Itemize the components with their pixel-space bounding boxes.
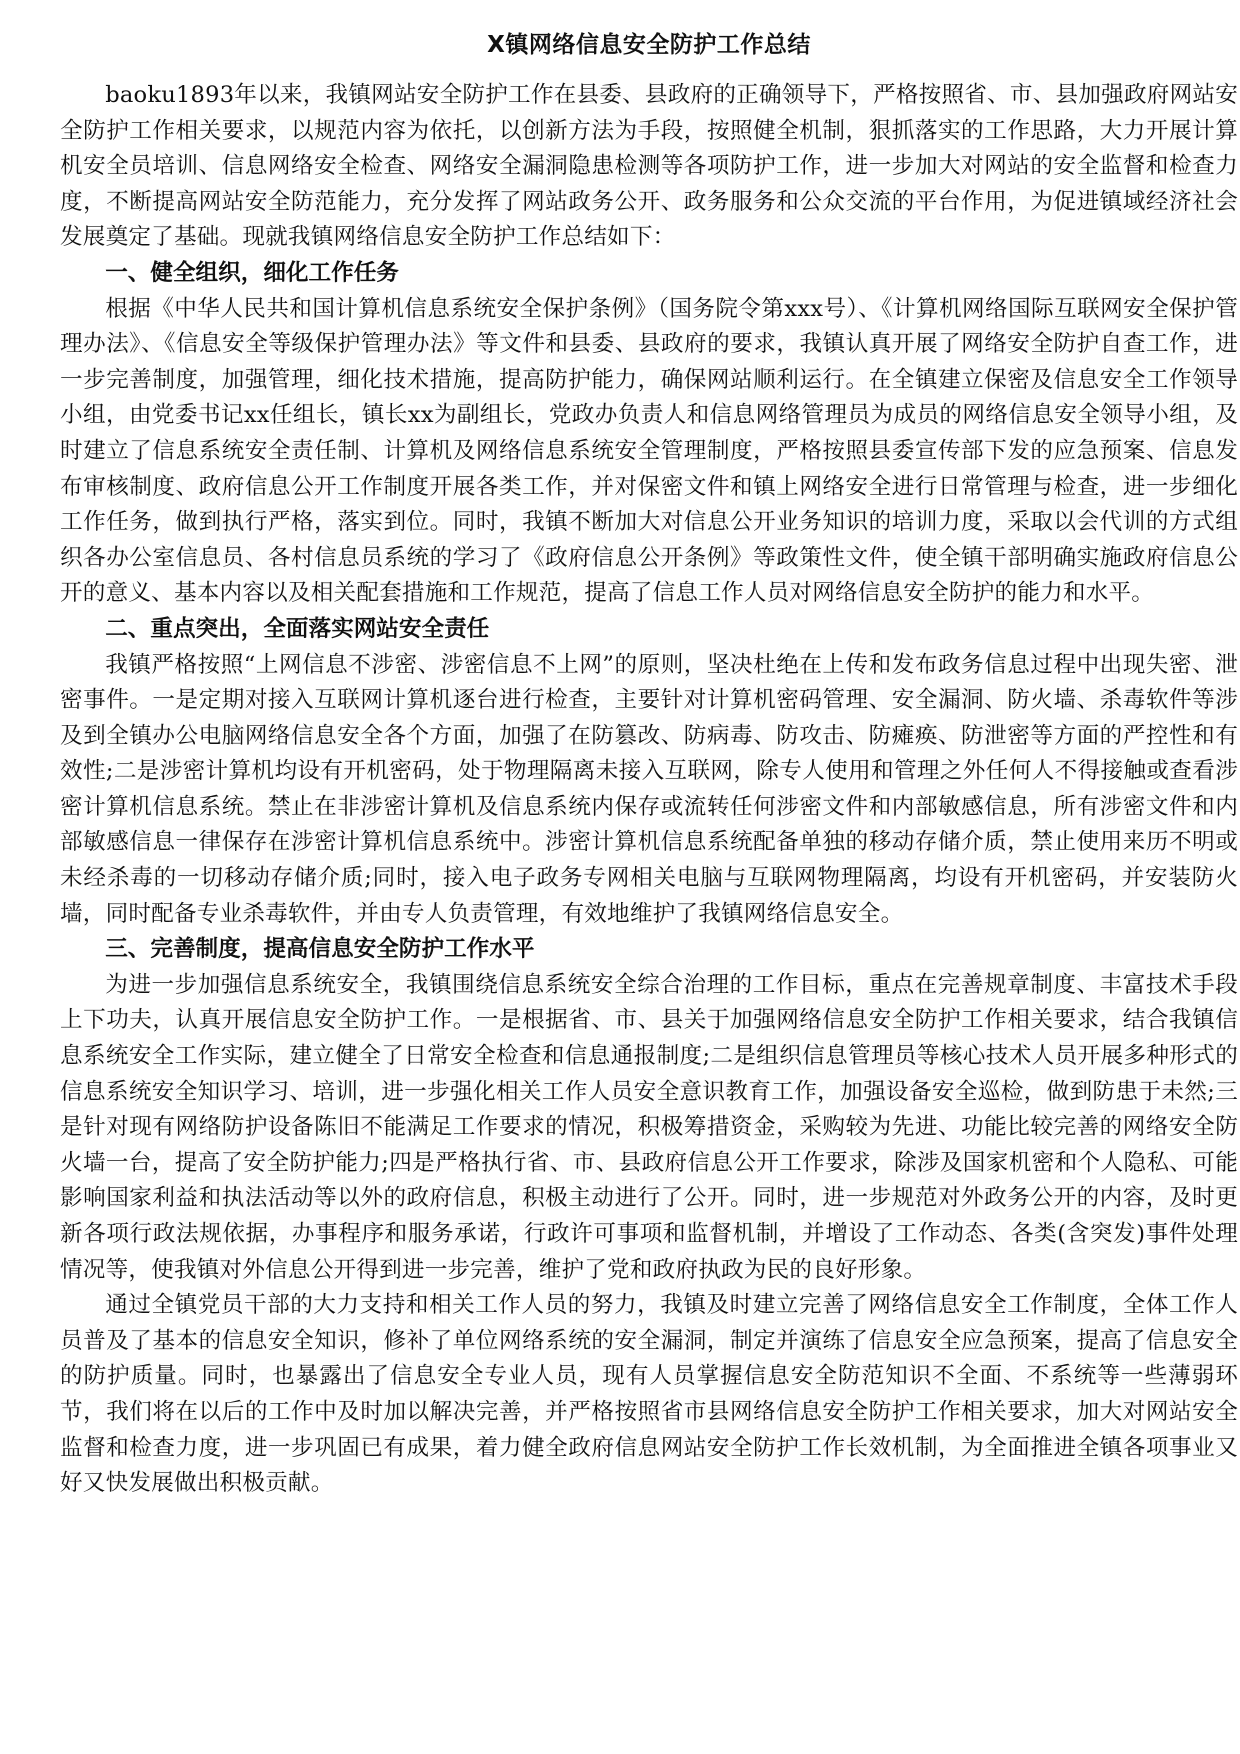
document-page [60,28,1238,1502]
section-1-body: 根据《中华人民共和国计算机信息系统安全保护条例》（国务院令第xxx号）、《计算机网络国际互联网安全保护管理办法》、《信息安全等级保护管理办法》等文件和县委、县政府的要求，我镇认真开展了网络安全防护自查工作，进一步完善制度，加强管理，细化技术措施，提高防护能力，确保网站顺利运行。在全镇建立保密及信息安全工作领导小组，由党委书记xx任组长，镇长xx为副组长，党政办负责人和信息网络管理员为成员的网络信息安全领导小组，及时建立了信息系统安全责任制、计算机及网络信息系统安全管理制度，严格按照县委宣传部下发的应急预案、信息发布审核制度、政府信息公开工作制度开展各类工作，并对保密文件和镇上网络安全进行日常管理与检查，进一步细化工作任务，做到执行严格，落实到位。同时，我镇不断加大对信息公开业务知识的培训力度，采取以会代训的方式组织各办公室信息员、各村信息员系统的学习了《政府信息公开条例》等政策性文件，使全镇干部明确实施政府信息公开的意义、基本内容以及相关配套措施和工作规范，提高了信息工作人员对网络信息安全防护的能力和水平。 [60,295,1238,607]
section-1-heading: 一、健全组织，细化工作任务 [105,259,399,286]
section-3-heading: 三、完善制度，提高信息安全防护工作水平 [105,936,535,963]
section-2-body: 我镇严格按照“上网信息不涉密、涉密信息不上网”的原则，坚决杜绝在上传和发布政务信息过程中出现失密、泄密事件。一是定期对接入互联网计算机逐台进行检查，主要针对计算机密码管理、安全漏洞、防火墙、杀毒软件等涉及到全镇办公电脑网络信息安全各个方面，加强了在防篡改、防病毒、防攻击、防瘫痪、防泄密等方面的严控性和有效性;二是涉密计算机均设有开机密码，处于物理隔离未接入互联网，除专人使用和管理之外任何人不得接触或查看涉密计算机信息系统。禁止在非涉密计算机及信息系统内保存或流转任何涉密文件和内部敏感信息，所有涉密文件和内部敏感信息一律保存在涉密计算机信息系统中。涉密计算机信息系统配备单独的移动存储介质，禁止使用来历不明或未经杀毒的一切移动存储介质;同时，接入电子政务专网相关电脑与互联网物理隔离，均设有开机密码，并安装防火墙，同时配备专业杀毒软件，并由专人负责管理，有效地维护了我镇网络信息安全。 [60,651,1238,927]
conclusion-paragraph: 通过全镇党员干部的大力支持和相关工作人员的努力，我镇及时建立完善了网络信息安全工作制度，全体工作人员普及了基本的信息安全知识，修补了单位网络系统的安全漏洞，制定并演练了信息安全应急预案，提高了信息安全的防护质量。同时，也暴露出了信息安全专业人员，现有人员掌握信息安全防范知识不全面、不系统等一些薄弱环节，我们将在以后的工作中及时加以解决完善，并严格按照省市县网络信息安全防护工作相关要求，加大对网站安全监督和检查力度，进一步巩固已有成果，着力健全政府信息网站安全防护工作长效机制，为全面推进全镇各项事业又好又快发展做出积极贡献。 [60,1292,1238,1497]
section-2-heading: 二、重点突出，全面落实网站安全责任 [105,615,490,642]
document-title: X镇网络信息安全防护工作总结 [487,32,811,58]
intro-paragraph: baoku1893年以来，我镇网站安全防护工作在县委、县政府的正确领导下，严格按照省、市、县加强政府网站安全防护工作相关要求，以规范内容为依托，以创新方法为手段，按照健全机制，狠抓落实的工作思路，大力开展计算机安全员培训、信息网络安全检查、网络安全漏洞隐患检测等各项防护工作，进一步加大对网站的安全监督和检查力度，不断提高网站安全防范能力，充分发挥了网站政务公开、政务服务和公众交流的平台作用，为促进镇域经济社会发展奠定了基础。现就我镇网络信息安全防护工作总结如下： [60,82,1238,251]
section-3-body: 为进一步加强信息系统安全，我镇围绕信息系统安全综合治理的工作目标，重点在完善规章制度、丰富技术手段上下功夫，认真开展信息安全防护工作。一是根据省、市、县关于加强网络信息安全防护工作相关要求，结合我镇信息系统安全工作实际，建立健全了日常安全检查和信息通报制度;二是组织信息管理员等核心技术人员开展多种形式的信息系统安全知识学习、培训，进一步强化相关工作人员安全意识教育工作，加强设备安全巡检，做到防患于未然;三是针对现有网络防护设备陈旧不能满足工作要求的情况，积极筹措资金，采购较为先进、功能比较完善的网络安全防火墙一台，提高了安全防护能力;四是严格执行省、市、县政府信息公开工作要求，除涉及国家机密和个人隐私、可能影响国家利益和执法活动等以外的政府信息，积极主动进行了公开。同时，进一步规范对外政务公开的内容，及时更新各项行政法规依据，办事程序和服务承诺，行政许可事项和监督机制，并增设了工作动态、各类(含突发)事件处理情况等，使我镇对外信息公开得到进一步完善，维护了党和政府执政为民的良好形象。 [60,971,1238,1283]
